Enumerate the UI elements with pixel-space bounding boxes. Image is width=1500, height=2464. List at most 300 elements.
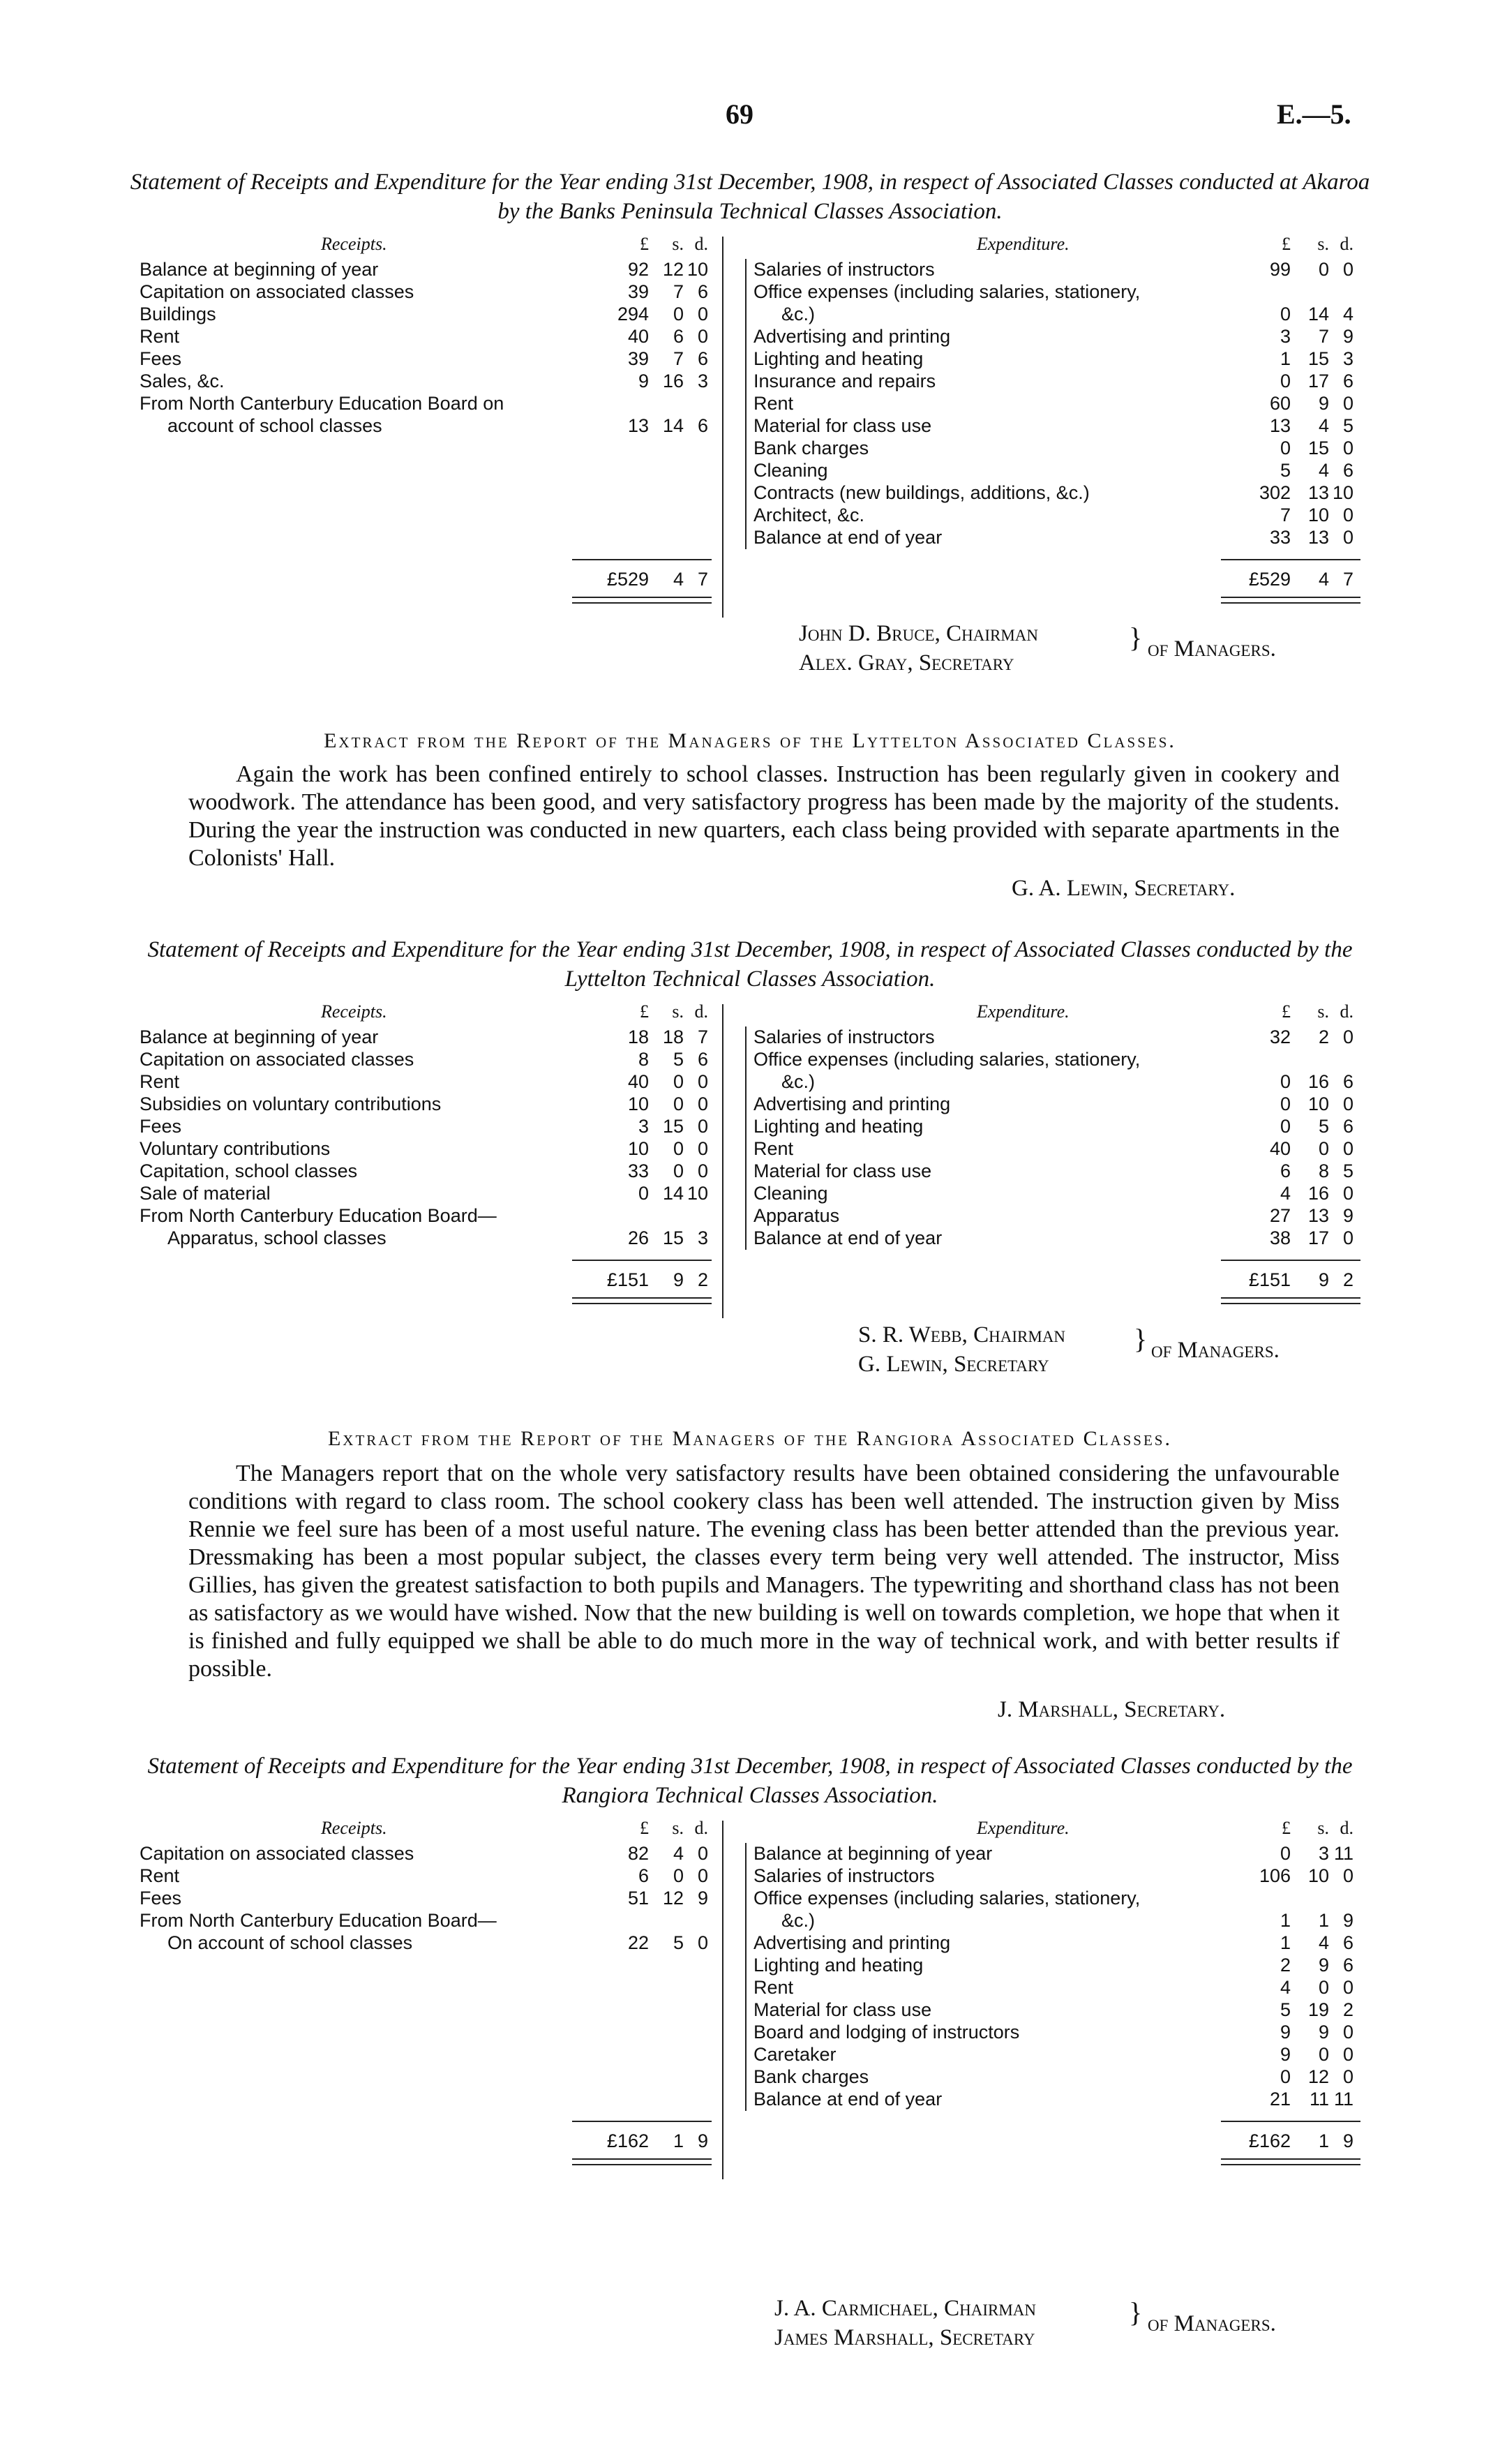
lyttelton-extract-signature: G. A. Lewin, Secretary. <box>1012 876 1236 901</box>
expenditure-pounds: 5 <box>1280 1999 1291 2020</box>
expenditure-pence: 9 <box>1342 1205 1353 1226</box>
receipt-row: From North Canterbury Education Board— <box>140 1205 497 1226</box>
expenditure-shillings: 4 <box>1318 460 1329 481</box>
column-divider <box>745 259 747 549</box>
receipts-heading: Receipts. <box>321 234 387 254</box>
expenditure-shillings: 15 <box>1307 438 1329 458</box>
lsd-header: £ <box>1282 1818 1291 1838</box>
expenditure-shillings: 4 <box>1318 415 1329 436</box>
akaroa-chairman: John D. Bruce, Chairman <box>799 621 1039 646</box>
receipt-row: account of school classes <box>167 415 382 436</box>
akaroa-secretary: Alex. Gray, Secretary <box>799 650 1014 675</box>
expenditure-pence: 0 <box>1342 1026 1353 1047</box>
total-rule <box>1221 559 1360 560</box>
expenditure-pence: 4 <box>1342 304 1353 324</box>
expenditure-total-shillings: 1 <box>1318 2130 1329 2151</box>
expenditure-pence: 5 <box>1342 415 1353 436</box>
receipt-pounds: 6 <box>638 1865 649 1886</box>
rangiora-extract-signature: J. Marshall, Secretary. <box>998 1697 1226 1722</box>
receipt-pounds: 40 <box>627 1071 649 1092</box>
expenditure-pence: 0 <box>1342 1977 1353 1998</box>
expenditure-row: Salaries of instructors <box>753 259 935 280</box>
expenditure-row: Rent <box>753 1138 794 1159</box>
expenditure-row: Insurance and repairs <box>753 371 936 391</box>
receipt-shillings: 16 <box>662 371 684 391</box>
receipt-pounds: 40 <box>627 326 649 347</box>
receipts-total-shillings: 4 <box>673 569 684 590</box>
receipt-row: Fees <box>140 348 182 369</box>
lyttelton-of-managers: of Managers. <box>1151 1338 1280 1363</box>
lsd-header: s. <box>1317 1818 1329 1838</box>
receipt-pence: 0 <box>697 326 708 347</box>
expenditure-row: Caretaker <box>753 2044 837 2065</box>
expenditure-pence: 9 <box>1342 1910 1353 1931</box>
receipt-pounds: 39 <box>627 281 649 302</box>
expenditure-shillings: 10 <box>1307 1865 1329 1886</box>
receipt-pounds: 82 <box>627 1843 649 1864</box>
receipt-shillings: 0 <box>673 1865 684 1886</box>
expenditure-pence: 9 <box>1342 326 1353 347</box>
expenditure-row: Cleaning <box>753 460 828 481</box>
expenditure-pounds: 27 <box>1269 1205 1291 1226</box>
receipt-pounds: 10 <box>627 1138 649 1159</box>
rangiora-statement-table <box>140 1818 1353 2195</box>
expenditure-heading: Expenditure. <box>977 1001 1070 1022</box>
column-divider <box>745 1843 747 2111</box>
expenditure-shillings: 17 <box>1307 1227 1329 1248</box>
rangiora-of-managers: of Managers. <box>1148 2311 1276 2336</box>
expenditure-pence: 0 <box>1342 2044 1353 2065</box>
receipts-total-pounds: £151 <box>606 1269 649 1290</box>
receipts-total-pence: 2 <box>697 1269 708 1290</box>
expenditure-pence: 2 <box>1342 1999 1353 2020</box>
lsd-header: s. <box>1317 234 1329 254</box>
receipt-pence: 0 <box>697 1138 708 1159</box>
receipts-total-pounds: £529 <box>606 569 649 590</box>
receipt-pence: 6 <box>697 1049 708 1070</box>
expenditure-pounds: 1 <box>1280 1932 1291 1953</box>
lsd-header: £ <box>640 1818 649 1838</box>
expenditure-row: Architect, &c. <box>753 505 865 525</box>
expenditure-pence: 0 <box>1342 1865 1353 1886</box>
lsd-header: £ <box>640 234 649 254</box>
expenditure-pence: 11 <box>1333 1843 1353 1864</box>
expenditure-shillings: 0 <box>1318 1977 1329 1998</box>
receipt-pounds: 33 <box>627 1160 649 1181</box>
receipt-row: Capitation on associated classes <box>140 1049 414 1070</box>
lsd-header: s. <box>1317 1001 1329 1022</box>
expenditure-total-pence: 7 <box>1342 569 1353 590</box>
expenditure-row: Salaries of instructors <box>753 1865 935 1886</box>
expenditure-pounds: 106 <box>1259 1865 1291 1886</box>
rangiora-extract-heading: Extract from the Report of the Managers of the Rangiora Associated Classes. <box>327 1427 1172 1450</box>
expenditure-shillings: 0 <box>1318 259 1329 280</box>
expenditure-row: Lighting and heating <box>753 1116 924 1137</box>
expenditure-shillings: 1 <box>1318 1910 1329 1931</box>
page-number: 69 <box>726 98 753 130</box>
expenditure-shillings: 2 <box>1318 1026 1329 1047</box>
expenditure-row: Board and lodging of instructors <box>753 2022 1020 2043</box>
receipt-pounds: 0 <box>638 1183 649 1204</box>
expenditure-pounds: 2 <box>1280 1955 1291 1976</box>
expenditure-shillings: 13 <box>1307 482 1329 503</box>
receipt-pence: 0 <box>697 1160 708 1181</box>
expenditure-shillings: 4 <box>1318 1932 1329 1953</box>
total-rule <box>572 559 712 560</box>
receipt-pence: 10 <box>687 259 709 280</box>
receipt-pence: 9 <box>697 1888 708 1909</box>
receipt-row: Capitation on associated classes <box>140 281 414 302</box>
expenditure-row: Lighting and heating <box>753 1955 924 1976</box>
expenditure-row: Office expenses (including salaries, stationery, <box>753 281 1141 302</box>
expenditure-heading: Expenditure. <box>977 1818 1070 1838</box>
expenditure-pence: 0 <box>1342 1183 1353 1204</box>
double-rule <box>1221 1297 1360 1304</box>
receipt-shillings: 4 <box>673 1843 684 1864</box>
expenditure-pence: 11 <box>1333 2089 1353 2110</box>
receipt-shillings: 15 <box>662 1227 684 1248</box>
expenditure-shillings: 9 <box>1318 393 1329 414</box>
expenditure-row: &c.) <box>781 304 816 324</box>
receipt-row: Voluntary contributions <box>140 1138 331 1159</box>
total-rule <box>1221 2121 1360 2122</box>
receipt-shillings: 0 <box>673 1160 684 1181</box>
receipt-row: Balance at beginning of year <box>140 1026 379 1047</box>
expenditure-shillings: 0 <box>1318 1138 1329 1159</box>
expenditure-row: Material for class use <box>753 1160 932 1181</box>
receipt-pounds: 26 <box>627 1227 649 1248</box>
expenditure-pounds: 0 <box>1280 371 1291 391</box>
expenditure-shillings: 0 <box>1318 2044 1329 2065</box>
receipt-pence: 6 <box>697 348 708 369</box>
receipt-shillings: 0 <box>673 1071 684 1092</box>
receipt-row: From North Canterbury Education Board— <box>140 1910 497 1931</box>
expenditure-pounds: 0 <box>1280 438 1291 458</box>
akaroa-of-managers: of Managers. <box>1148 636 1276 662</box>
lsd-header: £ <box>640 1001 649 1022</box>
receipt-shillings: 7 <box>673 281 684 302</box>
receipt-pence: 0 <box>697 1932 708 1953</box>
receipt-pounds: 22 <box>627 1932 649 1953</box>
receipt-pounds: 9 <box>638 371 649 391</box>
expenditure-pence: 3 <box>1342 348 1353 369</box>
double-rule <box>1221 597 1360 604</box>
receipt-pence: 3 <box>697 1227 708 1248</box>
receipt-row: Balance at beginning of year <box>140 259 379 280</box>
expenditure-pence: 0 <box>1342 438 1353 458</box>
receipt-pence: 7 <box>697 1026 708 1047</box>
expenditure-row: &c.) <box>781 1071 816 1092</box>
double-rule <box>572 2158 712 2165</box>
expenditure-row: Contracts (new buildings, additions, &c.) <box>753 482 1090 503</box>
receipt-pence: 0 <box>697 1116 708 1137</box>
expenditure-shillings: 15 <box>1307 348 1329 369</box>
expenditure-pounds: 4 <box>1280 1977 1291 1998</box>
receipt-shillings: 15 <box>662 1116 684 1137</box>
receipt-pounds: 10 <box>627 1093 649 1114</box>
receipt-row: From North Canterbury Education Board on <box>140 393 504 414</box>
expenditure-pounds: 302 <box>1259 482 1291 503</box>
expenditure-total-pounds: £151 <box>1248 1269 1291 1290</box>
receipt-row: Buildings <box>140 304 216 324</box>
expenditure-row: Advertising and printing <box>753 326 951 347</box>
receipt-shillings: 7 <box>673 348 684 369</box>
receipt-pence: 0 <box>697 304 708 324</box>
expenditure-pence: 0 <box>1342 2022 1353 2043</box>
receipt-shillings: 14 <box>662 415 684 436</box>
expenditure-pounds: 0 <box>1280 1071 1291 1092</box>
expenditure-pounds: 9 <box>1280 2022 1291 2043</box>
column-divider <box>722 237 723 618</box>
lsd-header: d. <box>694 1001 708 1022</box>
receipt-pounds: 51 <box>627 1888 649 1909</box>
receipt-row: Subsidies on voluntary contributions <box>140 1093 442 1114</box>
expenditure-shillings: 8 <box>1318 1160 1329 1181</box>
expenditure-row: Advertising and printing <box>753 1932 951 1953</box>
expenditure-pounds: 1 <box>1280 1910 1291 1931</box>
rangiora-chairman: J. A. Carmichael, Chairman <box>774 2296 1036 2321</box>
expenditure-pence: 0 <box>1342 1093 1353 1114</box>
receipt-pounds: 3 <box>638 1116 649 1137</box>
receipt-row: Sale of material <box>140 1183 271 1204</box>
expenditure-row: Office expenses (including salaries, stationery, <box>753 1888 1141 1909</box>
receipts-total-pence: 9 <box>697 2130 708 2151</box>
receipts-heading: Receipts. <box>321 1818 387 1838</box>
expenditure-pounds: 21 <box>1269 2089 1291 2110</box>
receipt-row: On account of school classes <box>167 1932 413 1953</box>
total-rule <box>1221 1260 1360 1261</box>
expenditure-shillings: 13 <box>1307 527 1329 548</box>
expenditure-row: &c.) <box>781 1910 816 1931</box>
expenditure-row: Salaries of instructors <box>753 1026 935 1047</box>
expenditure-heading: Expenditure. <box>977 234 1070 254</box>
receipt-shillings: 5 <box>673 1932 684 1953</box>
receipt-shillings: 0 <box>673 1138 684 1159</box>
document-code: E.—5. <box>1277 98 1351 130</box>
expenditure-pounds: 4 <box>1280 1183 1291 1204</box>
expenditure-pounds: 32 <box>1269 1026 1291 1047</box>
lsd-header: £ <box>1282 1001 1291 1022</box>
expenditure-pounds: 7 <box>1280 505 1291 525</box>
expenditure-row: Rent <box>753 1977 794 1998</box>
total-rule <box>572 2121 712 2122</box>
receipt-pounds: 39 <box>627 348 649 369</box>
expenditure-pounds: 60 <box>1269 393 1291 414</box>
receipt-row: Capitation on associated classes <box>140 1843 414 1864</box>
expenditure-pounds: 5 <box>1280 460 1291 481</box>
expenditure-row: Balance at beginning of year <box>753 1843 993 1864</box>
expenditure-pounds: 0 <box>1280 1116 1291 1137</box>
receipt-shillings: 14 <box>662 1183 684 1204</box>
receipt-row: Rent <box>140 1865 180 1886</box>
receipt-row: Rent <box>140 1071 180 1092</box>
expenditure-pounds: 0 <box>1280 1843 1291 1864</box>
lsd-header: £ <box>1282 234 1291 254</box>
expenditure-total-pence: 2 <box>1342 1269 1353 1290</box>
rangiora-secretary: James Marshall, Secretary <box>774 2325 1035 2350</box>
receipt-shillings: 12 <box>662 259 684 280</box>
expenditure-pence: 6 <box>1342 371 1353 391</box>
expenditure-shillings: 17 <box>1307 371 1329 391</box>
akaroa-statement-table <box>140 234 1353 625</box>
expenditure-total-pence: 9 <box>1342 2130 1353 2151</box>
expenditure-shillings: 9 <box>1318 2022 1329 2043</box>
receipt-pounds: 92 <box>627 259 649 280</box>
expenditure-shillings: 14 <box>1307 304 1329 324</box>
lsd-header: d. <box>1340 1001 1353 1022</box>
expenditure-pounds: 33 <box>1269 527 1291 548</box>
expenditure-shillings: 10 <box>1307 1093 1329 1114</box>
receipt-pence: 6 <box>697 281 708 302</box>
expenditure-row: Apparatus <box>753 1205 840 1226</box>
expenditure-shillings: 9 <box>1318 1955 1329 1976</box>
expenditure-pence: 10 <box>1333 482 1354 503</box>
column-divider <box>722 1004 723 1318</box>
expenditure-shillings: 11 <box>1309 2089 1329 2110</box>
lsd-header: s. <box>672 1818 684 1838</box>
lsd-header: d. <box>1340 1818 1353 1838</box>
lsd-header: s. <box>672 234 684 254</box>
expenditure-shillings: 16 <box>1307 1183 1329 1204</box>
receipts-total-pounds: £162 <box>606 2130 649 2151</box>
receipts-heading: Receipts. <box>321 1001 387 1022</box>
expenditure-pence: 6 <box>1342 460 1353 481</box>
expenditure-shillings: 10 <box>1307 505 1329 525</box>
akaroa-brace: } <box>1129 622 1143 653</box>
receipt-pounds: 294 <box>617 304 649 324</box>
expenditure-row: Rent <box>753 393 794 414</box>
double-rule <box>1221 2158 1360 2165</box>
lyttelton-extract-text: Again the work has been confined entirely to school classes. Instruction has been regularly given in cookery and woodwork. The attendance has been good, and very satisfactory progress has been made by the majority of the students. During the year the instruction was conducted in new quarters, each class being provided with separate apartments in the Colonists' Hall. <box>188 761 1340 871</box>
expenditure-row: Bank charges <box>753 2066 869 2087</box>
receipt-shillings: 0 <box>673 304 684 324</box>
lsd-header: d. <box>694 234 708 254</box>
expenditure-total-shillings: 9 <box>1318 1269 1329 1290</box>
receipt-shillings: 0 <box>673 1093 684 1114</box>
expenditure-row: Balance at end of year <box>753 2089 943 2110</box>
expenditure-pounds: 6 <box>1280 1160 1291 1181</box>
expenditure-pence: 0 <box>1342 2066 1353 2087</box>
expenditure-pence: 0 <box>1342 393 1353 414</box>
expenditure-row: Material for class use <box>753 1999 932 2020</box>
lyttelton-statement-title: Statement of Receipts and Expenditure for the Year ending 31st December, 1908, in respect of Associated Classes conducted by the Lyttelton Technical Classes Association. <box>147 937 1353 992</box>
expenditure-shillings: 13 <box>1307 1205 1329 1226</box>
column-divider <box>722 1821 723 2179</box>
receipt-pence: 0 <box>697 1843 708 1864</box>
akaroa-statement-title: Statement of Receipts and Expenditure for the Year ending 31st December, 1908, in respect of Associated Classes conducted at Akaroa by the Banks Peninsula Technical Classes Association. <box>130 170 1370 224</box>
rangiora-statement-title: Statement of Receipts and Expenditure for the Year ending 31st December, 1908, in respect of Associated Classes conducted by the Rangiora Technical Classes Association. <box>147 1754 1353 1808</box>
rangiora-brace: } <box>1129 2297 1143 2328</box>
total-rule <box>572 1260 712 1261</box>
receipt-pounds: 8 <box>638 1049 649 1070</box>
expenditure-pounds: 0 <box>1280 2066 1291 2087</box>
expenditure-shillings: 3 <box>1318 1843 1329 1864</box>
lyttelton-chairman: S. R. Webb, Chairman <box>858 1322 1066 1347</box>
expenditure-pounds: 0 <box>1280 1093 1291 1114</box>
expenditure-total-pounds: £162 <box>1248 2130 1291 2151</box>
receipt-row: Sales, &c. <box>140 371 225 391</box>
lyttelton-secretary: G. Lewin, Secretary <box>858 1352 1049 1377</box>
expenditure-pence: 6 <box>1342 1932 1353 1953</box>
receipt-row: Rent <box>140 326 180 347</box>
double-rule <box>572 1297 712 1304</box>
lyttelton-extract-heading: Extract from the Report of the Managers of the Lyttelton Associated Classes. <box>324 729 1176 752</box>
lyttelton-statement-table <box>140 1001 1353 1329</box>
receipt-shillings: 12 <box>662 1888 684 1909</box>
expenditure-shillings: 7 <box>1318 326 1329 347</box>
expenditure-pounds: 9 <box>1280 2044 1291 2065</box>
expenditure-pence: 0 <box>1342 505 1353 525</box>
column-divider <box>745 1026 747 1250</box>
receipt-pence: 3 <box>697 371 708 391</box>
expenditure-total-pounds: £529 <box>1248 569 1291 590</box>
double-rule <box>572 597 712 604</box>
expenditure-row: Balance at end of year <box>753 527 943 548</box>
receipt-row: Fees <box>140 1116 182 1137</box>
receipt-pounds: 18 <box>627 1026 649 1047</box>
expenditure-pence: 0 <box>1342 1227 1353 1248</box>
receipt-pence: 10 <box>687 1183 709 1204</box>
receipts-total-pence: 7 <box>697 569 708 590</box>
expenditure-pence: 6 <box>1342 1116 1353 1137</box>
expenditure-pence: 0 <box>1342 527 1353 548</box>
lyttelton-brace: } <box>1134 1323 1148 1354</box>
expenditure-shillings: 16 <box>1307 1071 1329 1092</box>
lsd-header: s. <box>672 1001 684 1022</box>
expenditure-pounds: 1 <box>1280 348 1291 369</box>
expenditure-row: Balance at end of year <box>753 1227 943 1248</box>
expenditure-row: Material for class use <box>753 415 932 436</box>
receipts-total-shillings: 1 <box>673 2130 684 2151</box>
receipt-pence: 6 <box>697 415 708 436</box>
receipts-total-shillings: 9 <box>673 1269 684 1290</box>
receipt-pence: 0 <box>697 1071 708 1092</box>
receipt-pence: 0 <box>697 1865 708 1886</box>
lsd-header: d. <box>694 1818 708 1838</box>
expenditure-pence: 0 <box>1342 1138 1353 1159</box>
rangiora-extract-text: The Managers report that on the whole very satisfactory results have been obtained considering the unfavourable conditions with regard to class room. The school cookery class has been well attended. The instruction given by Miss Rennie we feel sure has been of a most useful nature. The evening class has been better attended than the previous year. Dressmaking has been a most popular subject, the classes every term being very well attended. The instructor, Miss Gillies, has given the greatest satisfaction to both pupils and Managers. The typewriting and shorthand class has not been as satisfactory as we would have wished. Now that the new building is well on towards completion, we hope that when it is finished and fully equipped we shall be able to do much more in the way of technical work, and with better results if possible. <box>188 1461 1340 1682</box>
receipt-pounds: 13 <box>627 415 649 436</box>
expenditure-pounds: 40 <box>1269 1138 1291 1159</box>
lsd-header: d. <box>1340 234 1353 254</box>
expenditure-pounds: 3 <box>1280 326 1291 347</box>
receipt-row: Capitation, school classes <box>140 1160 358 1181</box>
expenditure-pounds: 0 <box>1280 304 1291 324</box>
expenditure-row: Advertising and printing <box>753 1093 951 1114</box>
receipt-row: Fees <box>140 1888 182 1909</box>
expenditure-pounds: 13 <box>1269 415 1291 436</box>
expenditure-pounds: 38 <box>1269 1227 1291 1248</box>
receipt-shillings: 5 <box>673 1049 684 1070</box>
expenditure-shillings: 12 <box>1307 2066 1329 2087</box>
expenditure-shillings: 19 <box>1307 1999 1329 2020</box>
receipt-shillings: 18 <box>662 1026 684 1047</box>
expenditure-pence: 0 <box>1342 259 1353 280</box>
expenditure-pence: 6 <box>1342 1955 1353 1976</box>
expenditure-pounds: 99 <box>1269 259 1291 280</box>
expenditure-shillings: 5 <box>1318 1116 1329 1137</box>
expenditure-row: Office expenses (including salaries, stationery, <box>753 1049 1141 1070</box>
expenditure-pence: 6 <box>1342 1071 1353 1092</box>
receipt-pence: 0 <box>697 1093 708 1114</box>
expenditure-row: Lighting and heating <box>753 348 924 369</box>
receipt-row: Apparatus, school classes <box>167 1227 387 1248</box>
receipt-shillings: 6 <box>673 326 684 347</box>
expenditure-row: Bank charges <box>753 438 869 458</box>
expenditure-total-shillings: 4 <box>1318 569 1329 590</box>
expenditure-pence: 5 <box>1342 1160 1353 1181</box>
expenditure-row: Cleaning <box>753 1183 828 1204</box>
